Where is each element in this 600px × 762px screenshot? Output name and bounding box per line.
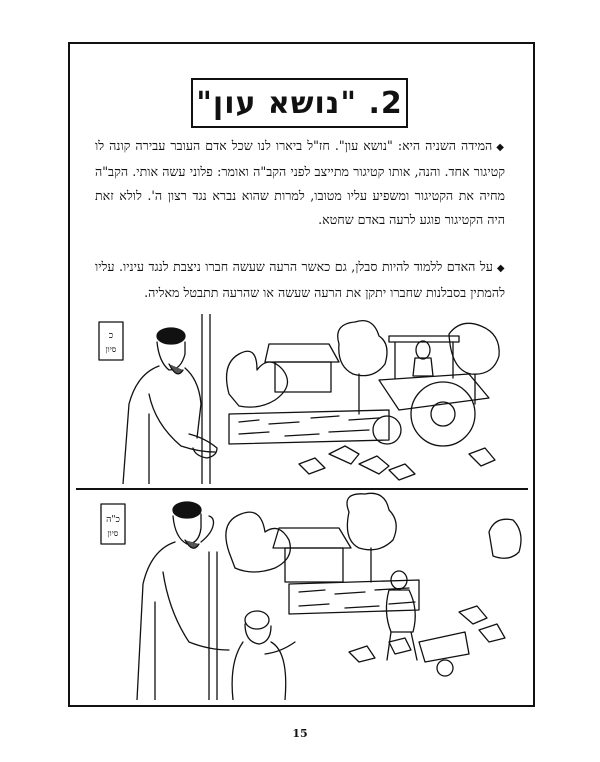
paragraph-2 [95,255,505,305]
calendar-top-month: סיון [105,345,117,354]
bullet-icon: ◆ [496,263,505,274]
bullet-icon: ◆ [496,142,505,153]
page-number: 15 [292,727,308,740]
illustration-top [89,314,525,484]
calendar-bottom-month: סיון [107,529,119,538]
page-title-box [191,78,408,128]
calendar-top-day: כ [108,331,114,341]
panel-divider [76,488,528,490]
paragraph-1-text: המידה השניה היא: "נושא עון". חז"ל ביארו לנו שכל אדם העובר עבירה קונה לו קטיגור אחד. והנה, אותו קטיגור מתייצב לפני הקב"ה ואומר: פלוני עשה אותי. הקב"ה מחיה את הקטיגור ומשפיע עליו מטובו, למרות שהוא נברא נגד רצון ה'. לולא זאת היה הקטיגור פוגע לרעה באדם שחטא. [95,138,505,227]
calendar-bottom-day: כ"ה [106,515,120,525]
paragraph-1 [95,134,505,232]
paragraph-2-text: על האדם ללמוד להיות סבלן, גם כאשר הרעה שעשה חברו ניצבת לנגד עיניו. עליו להמתין בסבלנות שחברו יתקן את הרעה שעשה או שהרעה תתבטל מאליה. [95,259,505,300]
illustration-bottom [89,492,525,700]
page-title: 2. "נושא עון" [196,85,403,121]
